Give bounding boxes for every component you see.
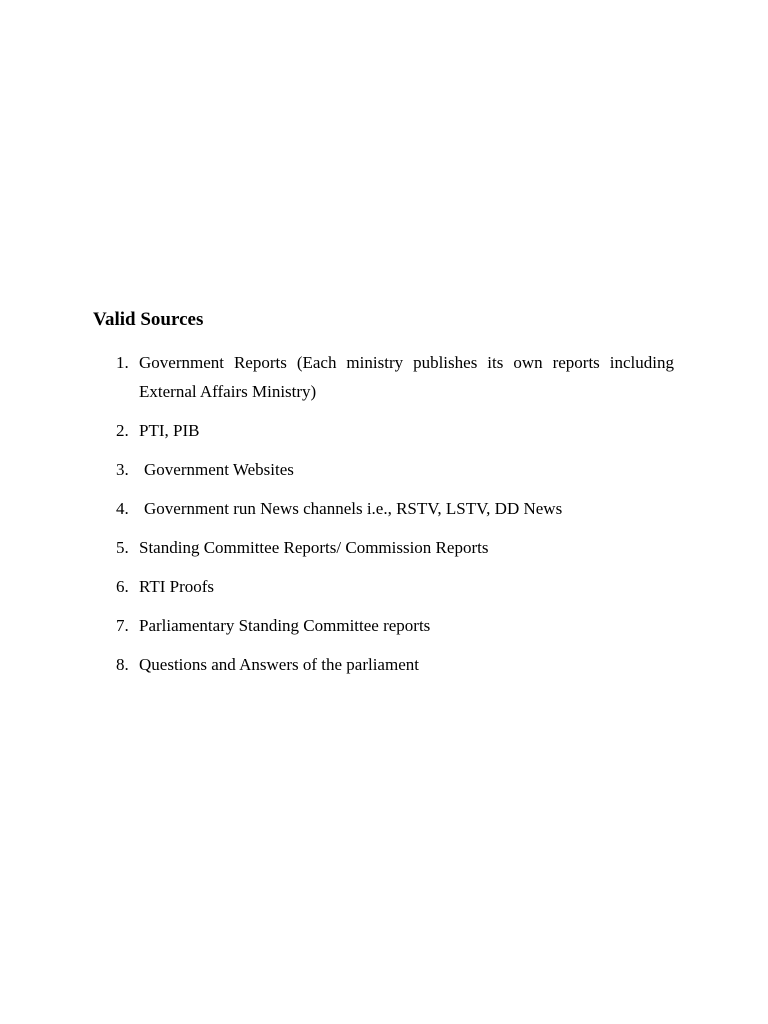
- list-item: [0, 494, 768, 523]
- list-item-text: Government run News channels i.e., RSTV, LSTV, DD News: [144, 499, 563, 518]
- list-item: [0, 348, 768, 406]
- list-item: [0, 572, 768, 601]
- list-item-number: 3.: [116, 460, 129, 479]
- list-item-number: 7.: [116, 616, 129, 635]
- list-item-text: PTI, PIB: [139, 421, 200, 440]
- list-item-text: Government Reports (Each ministry publishes its own reports including External Affairs Ministry): [139, 353, 674, 401]
- list-item-text: Standing Committee Reports/ Commission Reports: [139, 538, 489, 557]
- sources-list: [0, 348, 768, 689]
- list-item: [0, 455, 768, 484]
- list-item: [0, 533, 768, 562]
- list-item-number: 5.: [116, 538, 129, 557]
- list-item: [0, 416, 768, 445]
- list-item: [0, 650, 768, 679]
- list-item-number: 8.: [116, 655, 129, 674]
- list-item-text: Questions and Answers of the parliament: [139, 655, 419, 674]
- list-item-number: 1.: [116, 353, 129, 372]
- list-item-text: RTI Proofs: [139, 577, 215, 596]
- section-heading: Valid Sources: [93, 309, 204, 330]
- list-item-text: Parliamentary Standing Committee reports: [139, 616, 431, 635]
- list-item: [0, 611, 768, 640]
- list-item-number: 2.: [116, 421, 129, 440]
- list-item-text: Government Websites: [144, 460, 294, 479]
- list-item-number: 4.: [116, 499, 129, 518]
- list-item-number: 6.: [116, 577, 129, 596]
